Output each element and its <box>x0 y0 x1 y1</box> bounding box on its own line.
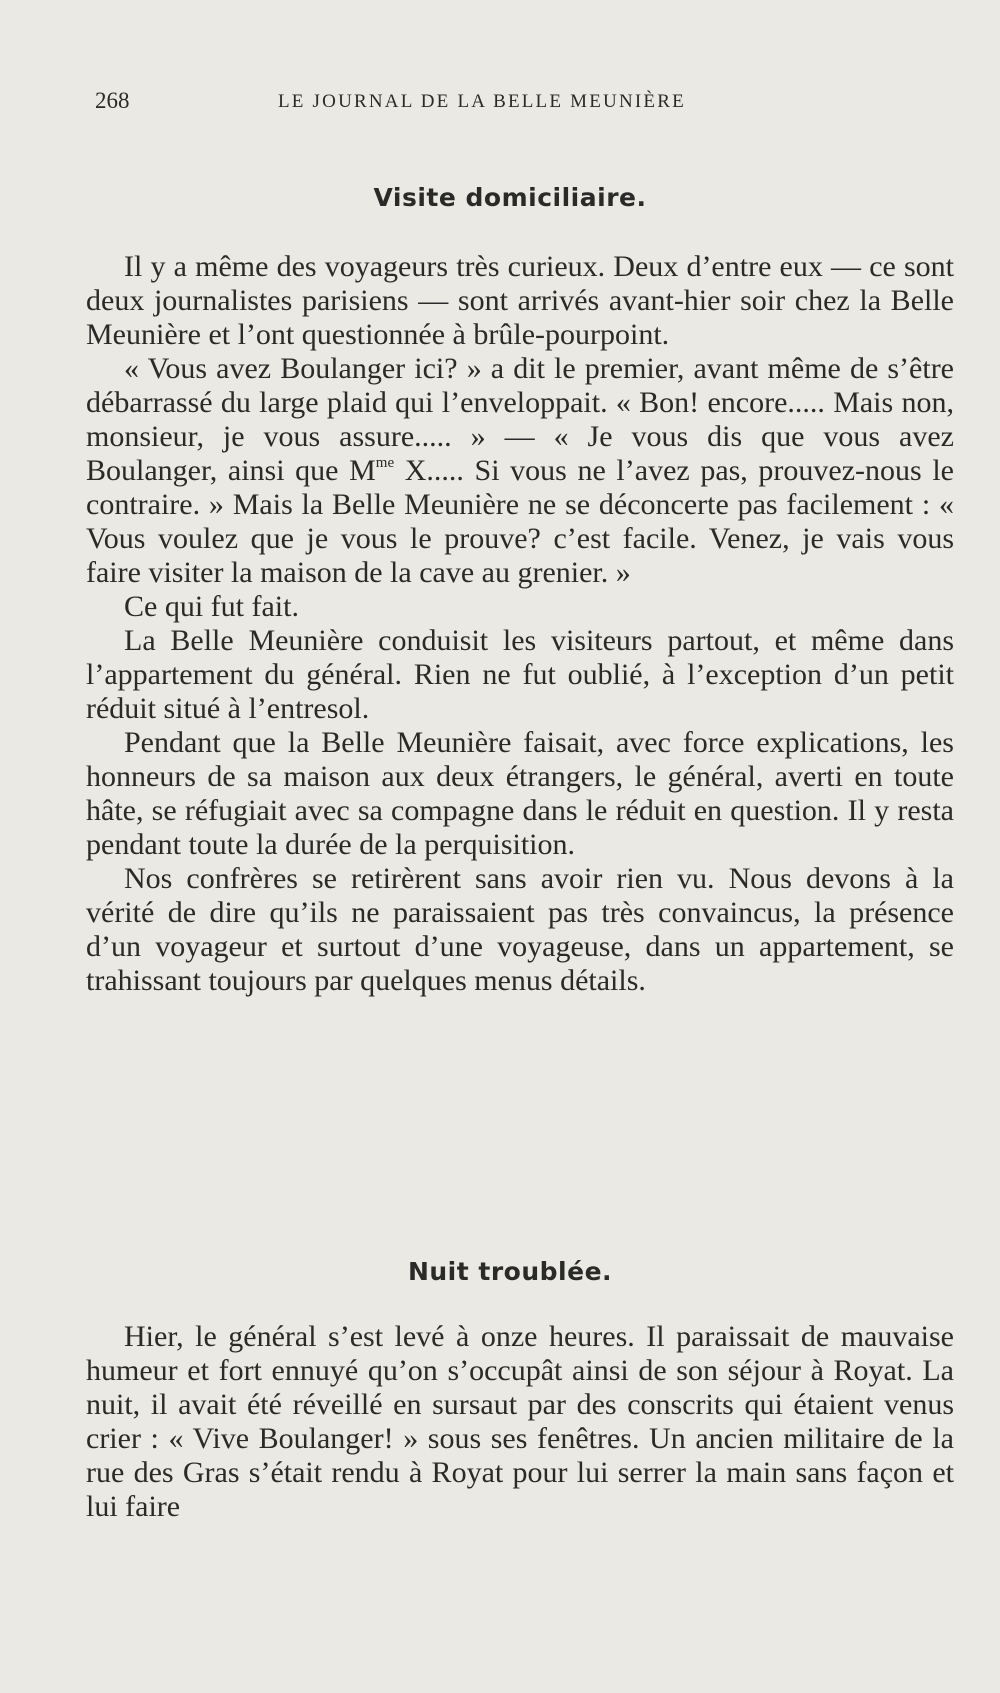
paragraph <box>86 352 954 590</box>
superscript: me <box>375 455 395 471</box>
page-number: 268 <box>95 88 130 113</box>
paragraph: Ce qui fut fait. <box>124 590 299 623</box>
section-heading-nuit: Nuit troublée. <box>407 1257 613 1286</box>
paragraph-text: X..... Si vous ne l’avez pas, prouvez-nous le contraire. » Mais la Belle Meunière ne se déconcerte pas facilement : « Vous voulez que je vous le prouve? c’est facile. Venez, je vais vous faire visiter la maison de la cave au grenier. » <box>86 454 954 589</box>
paragraph-text: « Vous avez Boulanger ici? » a dit le premier, avant même de s’être débarrassé du large plaid qui l’enveloppait. « Bon! encore..... Mais non, monsieur, je vous assure..... » — « Je vous dis que vous avez Boulanger, ainsi que M <box>86 352 954 487</box>
section-heading-visite: Visite domiciliaire. <box>373 183 647 212</box>
running-head <box>95 88 955 118</box>
paragraph: La Belle Meunière conduisit les visiteurs partout, et même dans l’appartement du général. Rien ne fut oublié, à l’exception d’un petit réduit situé à l’entresol. <box>86 624 954 725</box>
section-body-nuit <box>86 1320 954 1524</box>
paragraph: Nos confrères se retirèrent sans avoir rien vu. Nous devons à la vérité de dire qu’ils ne paraissaient pas très convaincus, la présence d’un voyageur et surtout d’une voyageuse, dans un appartement, se trahissant toujours par quelques menus détails. <box>86 862 954 997</box>
section-body-visite <box>86 250 954 998</box>
paragraph: Il y a même des voyageurs très curieux. Deux d’entre eux — ce sont deux journalistes parisiens — sont arrivés avant-hier soir chez la Belle Meunière et l’ont questionnée à brûle-pourpoint. <box>86 250 954 351</box>
paragraph: Pendant que la Belle Meunière faisait, avec force explications, les honneurs de sa maison aux deux étrangers, le général, averti en toute hâte, se réfugiait avec sa compagne dans le réduit en question. Il y resta pendant toute la durée de la perquisition. <box>86 726 954 861</box>
running-title: LE JOURNAL DE LA BELLE MEUNIÈRE <box>278 91 686 112</box>
paragraph: Hier, le général s’est levé à onze heures. Il paraissait de mauvaise humeur et fort ennuyé qu’on s’occupât ainsi de son séjour à Royat. La nuit, il avait été réveillé en sursaut par des conscrits qui étaient venus crier : « Vive Boulanger! » sous ses fenêtres. Un ancien militaire de la rue des Gras s’était rendu à Royat pour lui serrer la main sans façon et lui faire <box>86 1320 954 1523</box>
